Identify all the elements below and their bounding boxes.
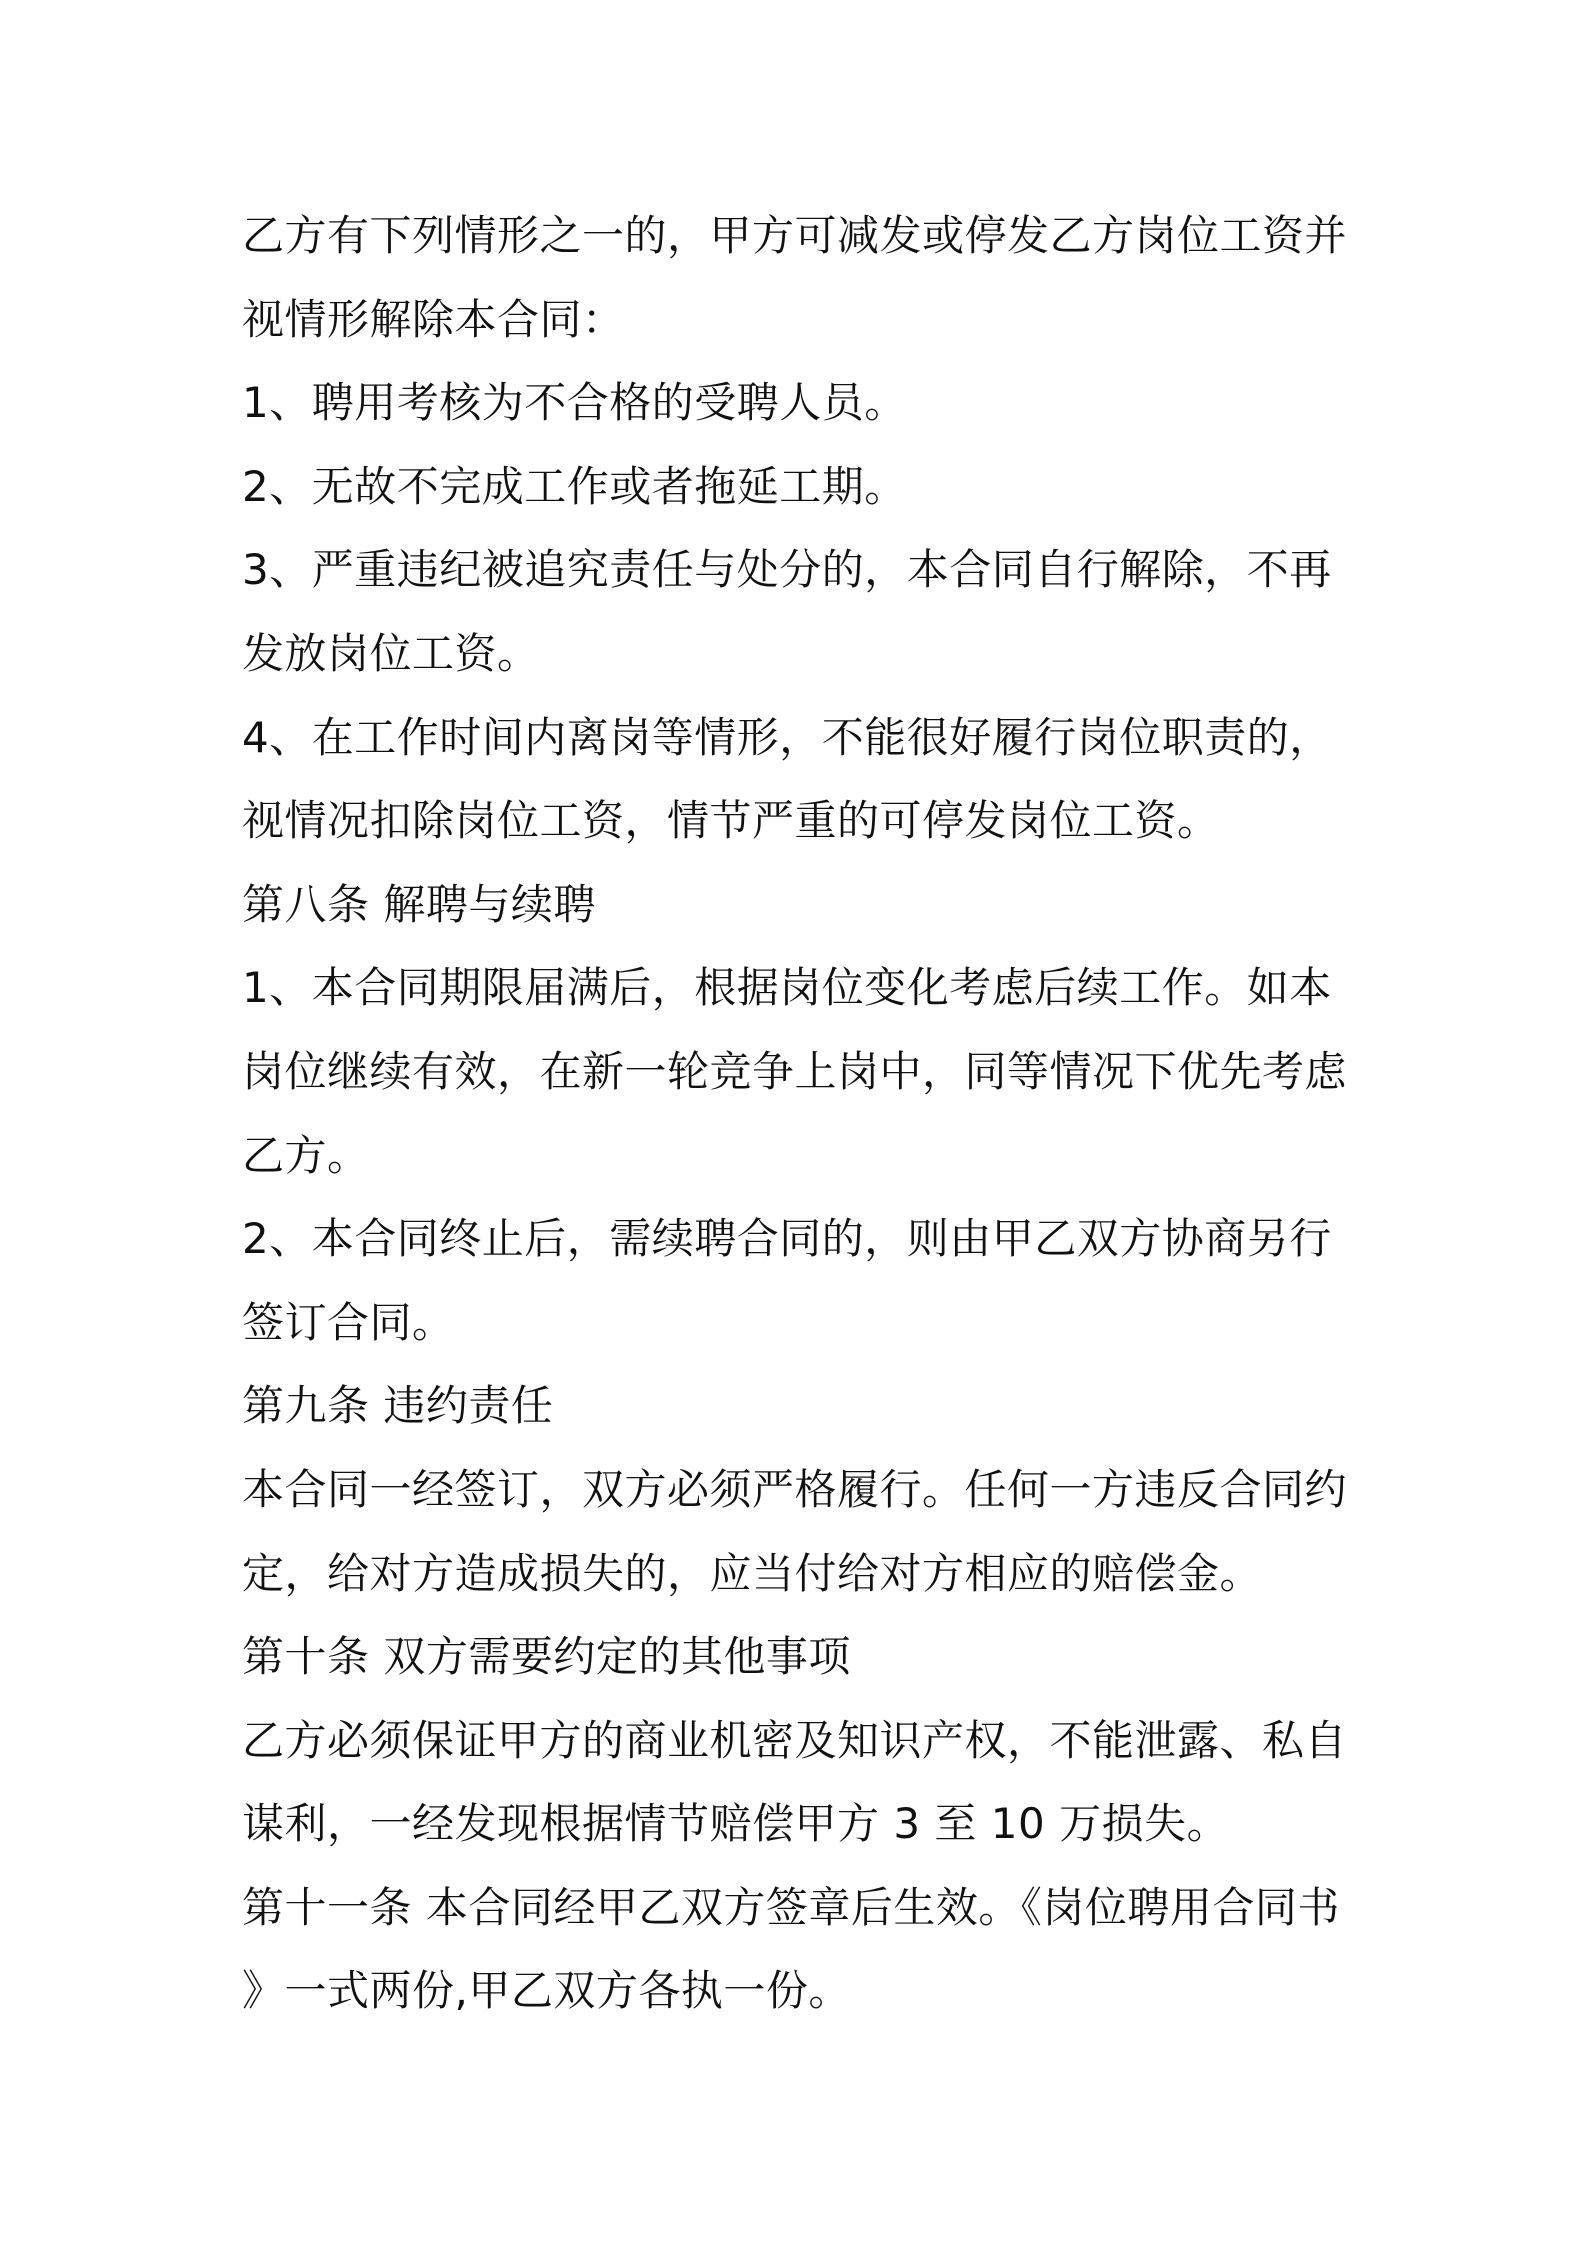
list-item: 3、严重违纪被追究责任与处分的，本合同自行解除，不再 bbox=[242, 545, 1332, 595]
text-line: 乙方必须保证甲方的商业机密及知识产权，不能泄露、私自 bbox=[242, 1715, 1348, 1765]
text-line: 岗位继续有效，在新一轮竞争上岗中，同等情况下优先考虑 bbox=[242, 1046, 1348, 1096]
section-heading: 第八条 解聘与续聘 bbox=[242, 879, 596, 929]
contract-text bbox=[242, 194, 1362, 2033]
text-line: 谋利，一经发现根据情节赔偿甲方 3 至 10 万损失。 bbox=[242, 1799, 1230, 1849]
list-item: 2、无故不完成工作或者拖延工期。 bbox=[242, 461, 907, 511]
text-line: 视情形解除本合同： bbox=[242, 294, 625, 344]
list-item: 4、在工作时间内离岗等情形，不能很好履行岗位职责的， bbox=[242, 712, 1332, 762]
text-line: 本合同一经签订，双方必须严格履行。任何一方违反合同约 bbox=[242, 1464, 1348, 1514]
text-line: 乙方。 bbox=[242, 1130, 370, 1180]
text-line: 》一式两份,甲乙双方各执一份。 bbox=[242, 1966, 851, 2016]
list-item: 1、聘用考核为不合格的受聘人员。 bbox=[242, 378, 907, 428]
list-item: 2、本合同终止后，需续聘合同的，则由甲乙双方协商另行 bbox=[242, 1214, 1332, 1264]
text-line: 视情况扣除岗位工资，情节严重的可停发岗位工资。 bbox=[242, 796, 1220, 846]
text-line: 签订合同。 bbox=[242, 1297, 455, 1347]
section-heading: 第十条 双方需要约定的其他事项 bbox=[242, 1632, 851, 1682]
section-heading: 第九条 违约责任 bbox=[242, 1381, 554, 1431]
list-item: 1、本合同期限届满后，根据岗位变化考虑后续工作。如本 bbox=[242, 963, 1332, 1013]
section-heading: 第十一条 本合同经甲乙双方签章后生效。《岗位聘用合同书 bbox=[242, 1882, 1340, 1932]
text-line: 发放岗位工资。 bbox=[242, 628, 540, 678]
text-line: 乙方有下列情形之一的，甲方可减发或停发乙方岗位工资并 bbox=[242, 211, 1348, 260]
text-line: 定，给对方造成损失的，应当付给对方相应的赔偿金。 bbox=[242, 1548, 1263, 1598]
